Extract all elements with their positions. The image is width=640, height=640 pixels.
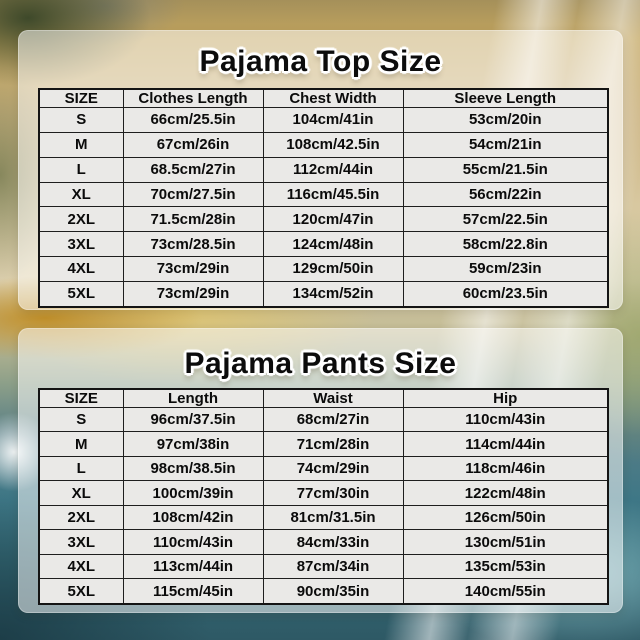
size-label-cell: M (39, 432, 123, 456)
table-row (39, 257, 608, 282)
measurement-cell: 110cm/43in (123, 530, 263, 554)
measurement-cell: 104cm/41in (263, 108, 403, 133)
table-row (39, 432, 608, 456)
table-row (39, 579, 608, 604)
measurement-cell: 68cm/27in (263, 408, 403, 432)
measurement-cell: 77cm/30in (263, 481, 403, 505)
table-row (39, 108, 608, 133)
pajama-pants-size-table (38, 388, 609, 605)
measurement-cell: 71cm/28in (263, 432, 403, 456)
measurement-cell: 140cm/55in (403, 579, 608, 604)
header-cell-chest-width: Chest Width (263, 89, 403, 108)
header-row (39, 89, 608, 108)
measurement-cell: 58cm/22.8in (403, 232, 608, 257)
measurement-cell: 97cm/38in (123, 432, 263, 456)
measurement-cell: 73cm/29in (123, 281, 263, 307)
size-label-cell: S (39, 408, 123, 432)
header-cell-waist: Waist (263, 389, 403, 408)
measurement-cell: 59cm/23in (403, 257, 608, 282)
table-row (39, 132, 608, 157)
table-row (39, 182, 608, 207)
size-label-cell: S (39, 108, 123, 133)
size-label-cell: 4XL (39, 554, 123, 578)
table-body (39, 408, 608, 605)
measurement-cell: 67cm/26in (123, 132, 263, 157)
measurement-cell: 113cm/44in (123, 554, 263, 578)
table-header (39, 89, 608, 108)
table-body (39, 108, 608, 308)
measurement-cell: 114cm/44in (403, 432, 608, 456)
measurement-cell: 90cm/35in (263, 579, 403, 604)
size-label-cell: L (39, 456, 123, 480)
measurement-cell: 56cm/22in (403, 182, 608, 207)
measurement-cell: 54cm/21in (403, 132, 608, 157)
measurement-cell: 96cm/37.5in (123, 408, 263, 432)
header-row (39, 389, 608, 408)
measurement-cell: 100cm/39in (123, 481, 263, 505)
size-label-cell: 2XL (39, 207, 123, 232)
header-cell-length: Length (123, 389, 263, 408)
size-label-cell: L (39, 157, 123, 182)
size-label-cell: 3XL (39, 530, 123, 554)
table-row (39, 554, 608, 578)
measurement-cell: 73cm/29in (123, 257, 263, 282)
measurement-cell: 124cm/48in (263, 232, 403, 257)
header-cell-size: SIZE (39, 389, 123, 408)
header-cell-hip: Hip (403, 389, 608, 408)
measurement-cell: 68.5cm/27in (123, 157, 263, 182)
measurement-cell: 115cm/45in (123, 579, 263, 604)
measurement-cell: 112cm/44in (263, 157, 403, 182)
measurement-cell: 55cm/21.5in (403, 157, 608, 182)
measurement-cell: 122cm/48in (403, 481, 608, 505)
measurement-cell: 130cm/51in (403, 530, 608, 554)
measurement-cell: 57cm/22.5in (403, 207, 608, 232)
measurement-cell: 129cm/50in (263, 257, 403, 282)
pajama-top-size-panel (18, 30, 623, 310)
pajama-top-size-table (38, 88, 609, 308)
size-label-cell: 4XL (39, 257, 123, 282)
size-label-cell: M (39, 132, 123, 157)
pajama-pants-size-title: Pajama Pants Size (184, 347, 457, 380)
measurement-cell: 118cm/46in (403, 456, 608, 480)
pajama-pants-size-panel (18, 328, 623, 613)
header-cell-clothes-length: Clothes Length (123, 89, 263, 108)
measurement-cell: 98cm/38.5in (123, 456, 263, 480)
measurement-cell: 120cm/47in (263, 207, 403, 232)
table-row (39, 505, 608, 529)
measurement-cell: 70cm/27.5in (123, 182, 263, 207)
measurement-cell: 135cm/53in (403, 554, 608, 578)
measurement-cell: 60cm/23.5in (403, 281, 608, 307)
table-row (39, 481, 608, 505)
table-row (39, 456, 608, 480)
table-row (39, 408, 608, 432)
table-row (39, 207, 608, 232)
measurement-cell: 87cm/34in (263, 554, 403, 578)
measurement-cell: 110cm/43in (403, 408, 608, 432)
measurement-cell: 84cm/33in (263, 530, 403, 554)
pajama-top-size-title: Pajama Top Size (199, 45, 442, 78)
table-row (39, 530, 608, 554)
measurement-cell: 108cm/42.5in (263, 132, 403, 157)
size-label-cell: 5XL (39, 281, 123, 307)
measurement-cell: 74cm/29in (263, 456, 403, 480)
size-label-cell: XL (39, 182, 123, 207)
size-label-cell: 2XL (39, 505, 123, 529)
measurement-cell: 53cm/20in (403, 108, 608, 133)
table-row (39, 157, 608, 182)
measurement-cell: 108cm/42in (123, 505, 263, 529)
measurement-cell: 134cm/52in (263, 281, 403, 307)
header-cell-size: SIZE (39, 89, 123, 108)
table-header (39, 389, 608, 408)
measurement-cell: 81cm/31.5in (263, 505, 403, 529)
measurement-cell: 116cm/45.5in (263, 182, 403, 207)
measurement-cell: 126cm/50in (403, 505, 608, 529)
size-label-cell: 5XL (39, 579, 123, 604)
size-label-cell: XL (39, 481, 123, 505)
table-row (39, 232, 608, 257)
header-cell-sleeve-length: Sleeve Length (403, 89, 608, 108)
measurement-cell: 71.5cm/28in (123, 207, 263, 232)
measurement-cell: 73cm/28.5in (123, 232, 263, 257)
measurement-cell: 66cm/25.5in (123, 108, 263, 133)
size-label-cell: 3XL (39, 232, 123, 257)
table-row (39, 281, 608, 307)
